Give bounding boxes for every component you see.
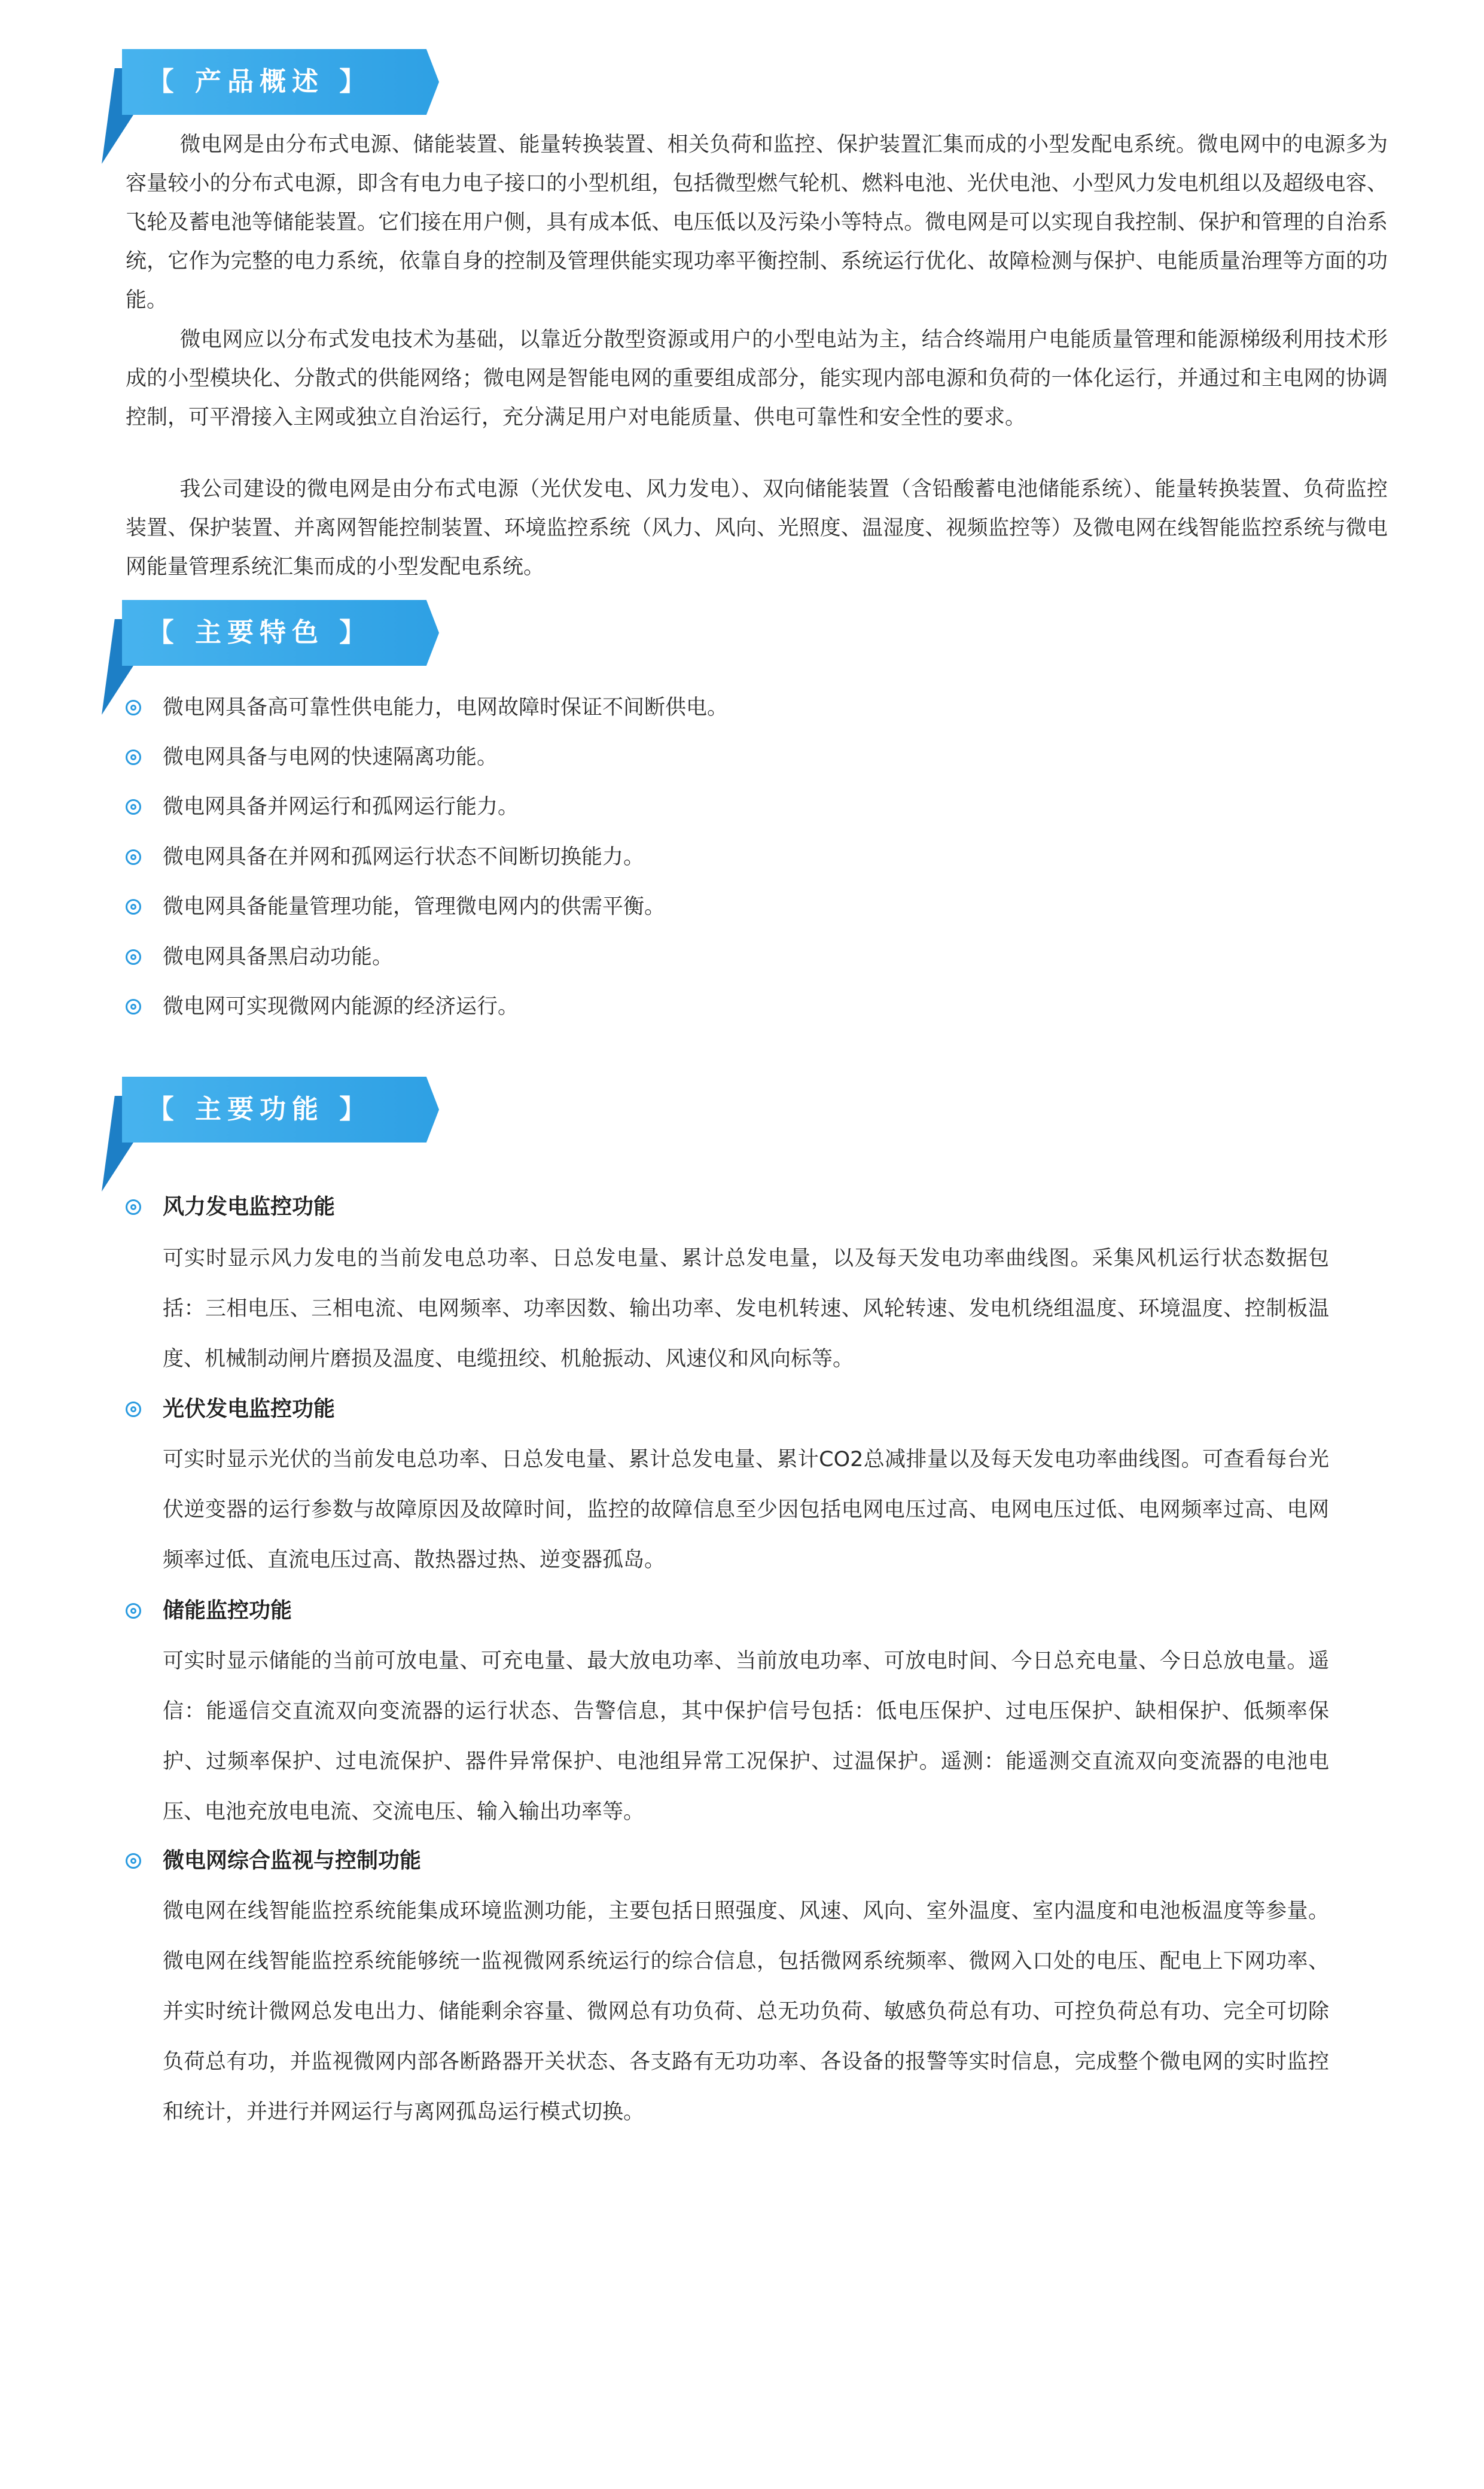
feature-text: 微电网具备在并网和孤网运行状态不间断切换能力。 [163, 845, 645, 869]
bullet-icon [126, 750, 141, 765]
overview-paragraph-3 [126, 470, 1388, 587]
bullet-icon [126, 1603, 141, 1619]
bullet-icon [126, 949, 141, 965]
bullet-icon [126, 1853, 141, 1869]
function-title: 光伏发电监控功能 [163, 1397, 336, 1421]
bullet-icon [126, 799, 141, 815]
function-body: 微电网在线智能监控系统能集成环境监测功能，主要包括日照强度、风速、风向、室外温度、室内温度和电池板温度等参量。微电网在线智能监控系统能够统一监视微网系统运行的综合信息，包括微网系统频率、微网入口处的电压、配电上下网功率、并实时统计微网总发电出力、储能剩余容量、微网总有功负荷、总无功负荷、敏感负荷总有功、可控负荷总有功、完全可切除负荷总有功，并监视微网内部各断路器开关状态、各支路有无功功率、各设备的报警等实时信息，完成整个微电网的实时监控和统计，并进行并网运行与离网孤岛运行模式切换。 [163, 1899, 1329, 2124]
feature-text: 微电网具备并网运行和孤网运行能力。 [163, 795, 519, 819]
function-body: 可实时显示风力发电的当前发电总功率、日总发电量、累计总发电量，以及每天发电功率曲线图。采集风机运行状态数据包括：三相电压、三相电流、电网频率、功率因数、输出功率、发电机转速、风轮转速、发电机绕组温度、环境温度、控制板温度、机械制动闸片磨损及温度、电缆扭绞、机舱振动、风速仪和风向标等。 [163, 1247, 1329, 1371]
section-title-overview: 【 产品概述 】 [147, 66, 372, 97]
overview-paragraph-3-text: 我公司建设的微电网是由分布式电源（光伏发电、风力发电）、双向储能装置（含铅酸蓄电池储能系统）、能量转换装置、负荷监控装置、保护装置、并离网智能控制装置、环境监控系统（风力、风向、光照度、温湿度、视频监控等）及微电网在线智能监控系统与微电网能量管理系统汇集而成的小型发配电系统。 [126, 477, 1388, 579]
feature-text: 微电网可实现微网内能源的经济运行。 [163, 995, 519, 1019]
function-title: 储能监控功能 [163, 1598, 292, 1623]
function-title: 风力发电监控功能 [163, 1195, 336, 1219]
function-body: 可实时显示储能的当前可放电量、可充电量、最大放电功率、当前放电功率、可放电时间、今日总充电量、今日总放电量。遥信：能遥信交直流双向变流器的运行状态、告警信息，其中保护信号包括：低电压保护、过电压保护、缺相保护、低频率保护、过频率保护、过电流保护、器件异常保护、电池组异常工况保护、过温保护。遥测：能遥测交直流双向变流器的电池电压、电池充放电电流、交流电压、输入输出功率等。 [163, 1649, 1329, 1824]
bullet-icon [126, 1402, 141, 1417]
overview-paragraph-2 [126, 321, 1388, 437]
bullet-icon [126, 999, 141, 1015]
bullet-icon [126, 849, 141, 865]
feature-text: 微电网具备与电网的快速隔离功能。 [163, 745, 498, 769]
feature-text: 微电网具备高可靠性供电能力，电网故障时保证不间断供电。 [163, 696, 729, 720]
function-body: 可实时显示光伏的当前发电总功率、日总发电量、累计总发电量、累计CO2总减排量以及每天发电功率曲线图。可查看每台光伏逆变器的运行参数与故障原因及故障时间，监控的故障信息至少因包括电网电压过高、电网电压过低、电网频率过高、电网频率过低、直流电压过高、散热器过热、逆变器孤岛。 [163, 1448, 1329, 1572]
function-title: 微电网综合监视与控制功能 [163, 1848, 422, 1873]
feature-text: 微电网具备黑启动功能。 [163, 945, 394, 969]
overview-paragraph-1-text: 微电网是由分布式电源、储能装置、能量转换装置、相关负荷和监控、保护装置汇集而成的小型发配电系统。微电网中的电源多为容量较小的分布式电源，即含有电力电子接口的小型机组，包括微型燃气轮机、燃料电池、光伏电池、小型风力发电机组以及超级电容、飞轮及蓄电池等储能装置。它们接在用户侧，具有成本低、电压低以及污染小等特点。微电网是可以实现自我控制、保护和管理的自治系统，它作为完整的电力系统，依靠自身的控制及管理供能实现功率平衡控制、系统运行优化、故障检测与保护、电能质量治理等方面的功能。 [126, 133, 1388, 312]
overview-paragraph-1 [126, 126, 1388, 320]
bullet-icon [126, 899, 141, 915]
bullet-icon [126, 1199, 141, 1215]
section-title-features: 【 主要特色 】 [147, 617, 372, 648]
overview-paragraph-2-text: 微电网应以分布式发电技术为基础，以靠近分散型资源或用户的小型电站为主，结合终端用户电能质量管理和能源梯级利用技术形成的小型模块化、分散式的供能网络；微电网是智能电网的重要组成部分，能实现内部电源和负荷的一体化运行，并通过和主电网的协调控制，可平滑接入主网或独立自治运行，充分满足用户对电能质量、供电可靠性和安全性的要求。 [126, 328, 1388, 429]
bullet-icon [126, 700, 141, 715]
feature-text: 微电网具备能量管理功能，管理微电网内的供需平衡。 [163, 895, 666, 919]
section-banner-functions [102, 1077, 443, 1190]
section-title-functions: 【 主要功能 】 [147, 1094, 372, 1125]
